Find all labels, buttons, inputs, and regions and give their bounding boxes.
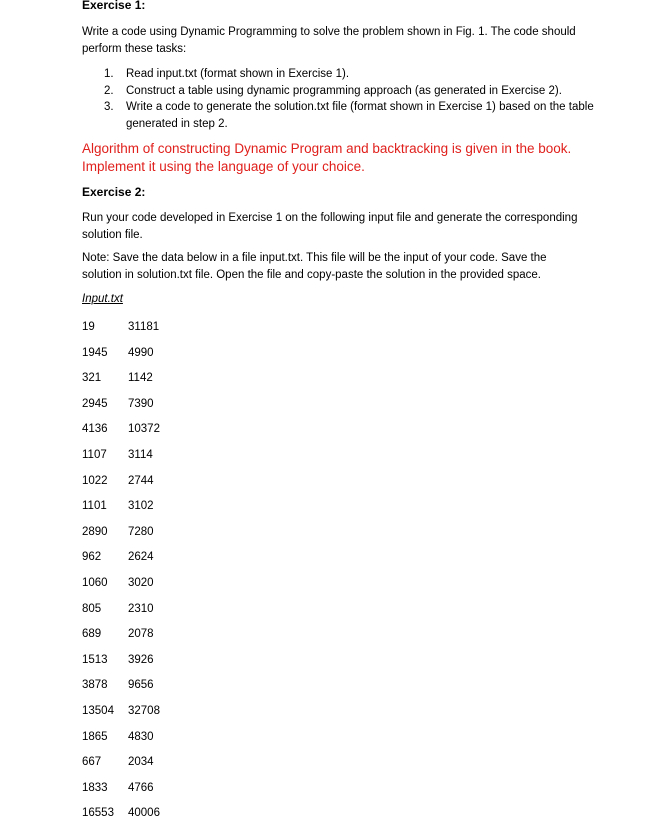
task-number: 2. (104, 84, 114, 97)
task-text: Read input.txt (format shown in Exercise 1). (126, 68, 350, 80)
data-value-weight: 321 (82, 372, 102, 385)
data-value: 2744 (128, 474, 154, 487)
data-value-weight: 1945 (82, 346, 108, 359)
exercise2-note-line2: solution in solution.txt file. Open the file and copy-paste the solution in the provided space. (82, 269, 542, 281)
data-value-weight: 689 (82, 628, 102, 641)
data-value: 3114 (128, 449, 153, 461)
data-value: 7280 (128, 525, 154, 538)
data-value: 2624 (128, 551, 154, 564)
data-value-weight: 19 (82, 321, 95, 333)
data-value-weight: 1833 (82, 781, 108, 794)
task-list (82, 66, 602, 132)
data-value-weight: 1865 (82, 730, 108, 743)
data-value: 31181 (128, 321, 160, 333)
data-value-weight: 1513 (82, 653, 108, 666)
data-value: 3926 (128, 653, 154, 666)
task-number: 1. (104, 68, 114, 80)
exercise1-title: Exercise 1: (82, 0, 146, 12)
data-value-weight: 667 (82, 756, 102, 769)
exercise2-title: Exercise 2: (82, 185, 146, 199)
red-note-line2: Implement it using the language of your choice. (82, 159, 365, 174)
data-value-weight: 2890 (82, 525, 108, 538)
task-item (104, 66, 602, 83)
data-value: 1142 (128, 372, 153, 385)
exercise1-intro (82, 24, 602, 58)
task-text: Construct a table using dynamic programming approach (as generated in Exercise 2). (126, 84, 562, 97)
data-value: 9656 (128, 679, 154, 692)
exercise2-run-line2: solution file. (82, 229, 143, 241)
data-value: 3020 (128, 577, 154, 589)
data-value: 4830 (128, 730, 154, 743)
task-number: 3. (104, 101, 114, 113)
data-value-weight: 16553 (82, 807, 114, 820)
exercise2-note-line1: Note: Save the data below in a file input.txt. This file will be the input of your code. Save the (82, 252, 547, 264)
data-value-weight: 805 (82, 602, 102, 615)
data-value-weight: 13504 (82, 705, 114, 717)
data-value: 40006 (128, 807, 160, 820)
exercise1-intro-line1: Write a code using Dynamic Programming to solve the problem shown in Fig. 1. The code should (82, 26, 576, 38)
exercise2-note (82, 250, 602, 284)
data-value: 3102 (128, 500, 154, 513)
red-note (82, 140, 602, 176)
data-value-weight: 1022 (82, 474, 108, 487)
red-note-line1: Algorithm of constructing Dynamic Program and backtracking is given in the book. (82, 141, 572, 156)
data-value: 4766 (128, 781, 154, 794)
task-text: Write a code to generate the solution.txt file (format shown in Exercise 1) based on the table generated in step 2. (126, 101, 594, 130)
exercise1-intro-line2: perform these tasks: (82, 43, 187, 55)
exercise2-run-line1: Run your code developed in Exercise 1 on the following input file and generate the corresponding (82, 212, 578, 224)
data-value: 2310 (128, 602, 154, 615)
data-value: 2078 (128, 628, 154, 641)
data-value: 4990 (128, 346, 154, 359)
data-value: 32708 (128, 705, 160, 717)
data-value: 10372 (128, 423, 160, 436)
data-value-weight: 4136 (82, 423, 108, 436)
data-value: 2034 (128, 756, 154, 769)
data-value-weight: 962 (82, 551, 102, 564)
task-item (104, 99, 602, 132)
data-value-weight: 1101 (82, 500, 107, 513)
data-value-weight: 2945 (82, 397, 108, 410)
exercise2-run (82, 210, 602, 244)
data-value-weight: 3878 (82, 679, 108, 692)
data-value-weight: 1060 (82, 577, 108, 589)
data-value-weight: 1107 (82, 449, 107, 461)
data-value: 7390 (128, 397, 154, 410)
task-item (104, 83, 602, 100)
input-file-label: Input.txt (82, 293, 123, 305)
